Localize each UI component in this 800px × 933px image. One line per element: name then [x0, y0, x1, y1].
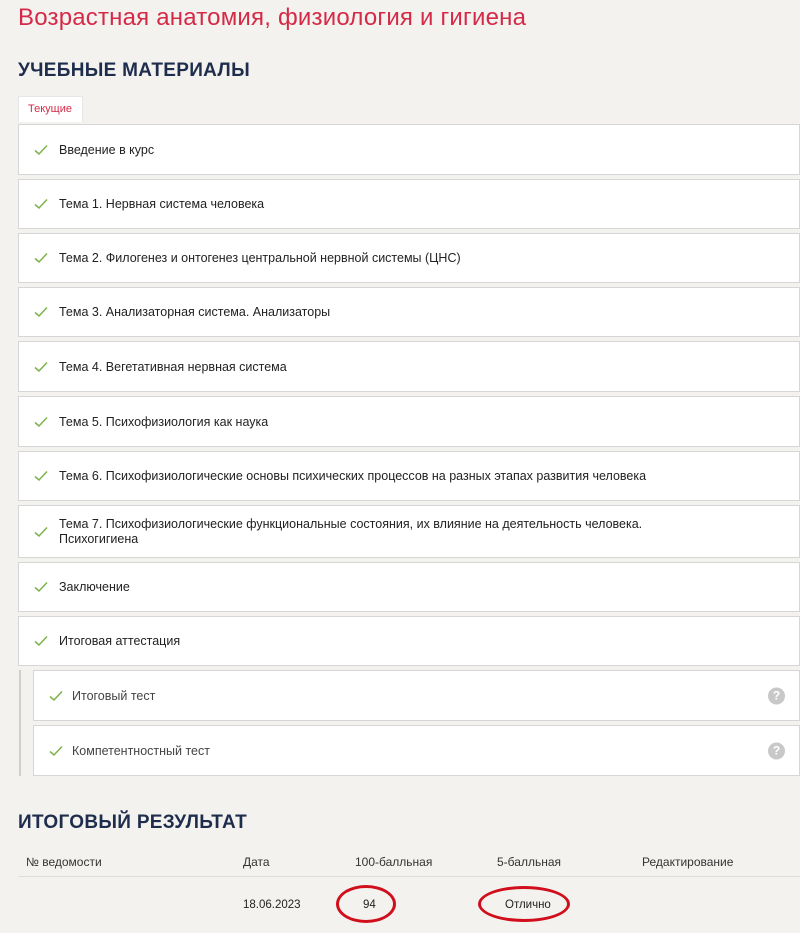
highlight-circle-score100: [336, 885, 396, 923]
results-header-row: [18, 848, 800, 877]
material-item[interactable]: [18, 287, 800, 337]
subitem-final-test[interactable]: [33, 670, 800, 721]
material-item[interactable]: [18, 396, 800, 447]
check-icon: [34, 197, 48, 211]
cell-score100: 94: [363, 899, 376, 911]
results-heading: ИТОГОВЫЙ РЕЗУЛЬТАТ: [18, 812, 248, 833]
check-icon: [49, 689, 63, 703]
material-item[interactable]: [18, 179, 800, 229]
column-header-date: Дата: [243, 855, 270, 869]
material-item-label: Тема 6. Психофизиологические основы психических процессов на разных этапах развития человека: [59, 469, 647, 483]
attestation-subitems: [19, 670, 800, 776]
material-item-label: Заключение: [59, 580, 130, 594]
check-icon: [34, 360, 48, 374]
material-item-label: Тема 1. Нервная система человека: [59, 197, 265, 211]
column-header-number: № ведомости: [26, 855, 102, 869]
check-icon: [34, 525, 48, 539]
material-item-label: Тема 3. Анализаторная система. Анализаторы: [59, 305, 331, 319]
results-table: [18, 848, 800, 933]
column-header-edit: Редактирование: [642, 855, 734, 869]
subitem-label: Итоговый тест: [72, 688, 156, 703]
highlight-circle-score5: [478, 886, 570, 922]
check-icon: [34, 251, 48, 265]
material-item-label: Тема 2. Филогенез и онтогенез центральной нервной системы (ЦНС): [59, 251, 461, 265]
column-header-score100: 100-балльная: [355, 855, 433, 869]
check-icon: [34, 305, 48, 319]
cell-date: 18.06.2023: [243, 899, 301, 911]
subitem-competence-test[interactable]: [33, 725, 800, 776]
material-item[interactable]: [18, 505, 800, 558]
subitem-label: Компетентностный тест: [72, 743, 210, 758]
check-icon: [49, 744, 63, 758]
material-item[interactable]: [18, 616, 800, 666]
cell-score5: Отлично: [505, 899, 551, 911]
material-item-label: Тема 4. Вегетативная нервная система: [59, 359, 287, 374]
check-icon: [34, 580, 48, 594]
check-icon: [34, 143, 48, 157]
check-icon: [34, 634, 48, 648]
column-header-score5: 5-балльная: [497, 855, 561, 869]
material-item[interactable]: [18, 341, 800, 392]
course-title: Возрастная анатомия, физиология и гигиена: [18, 4, 527, 31]
help-icon[interactable]: ?: [768, 687, 785, 704]
material-item[interactable]: [18, 451, 800, 501]
check-icon: [34, 415, 48, 429]
tab-current[interactable]: Текущие: [18, 96, 83, 122]
material-item-label: Тема 5. Психофизиология как наука: [59, 414, 269, 429]
material-item[interactable]: [18, 562, 800, 612]
table-row: [18, 877, 800, 933]
material-item[interactable]: [18, 124, 800, 175]
check-icon: [34, 469, 48, 483]
material-item-label: Введение в курс: [59, 142, 155, 157]
help-icon[interactable]: ?: [768, 742, 785, 759]
material-item-label: Итоговая аттестация: [59, 634, 181, 648]
materials-heading: УЧЕБНЫЕ МАТЕРИАЛЫ: [18, 60, 250, 81]
material-item-label: Тема 7. Психофизиологические функциональные состояния, их влияние на деятельность человека. Психогигиена: [59, 516, 643, 546]
material-item[interactable]: [18, 233, 800, 283]
materials-list: [18, 124, 800, 780]
